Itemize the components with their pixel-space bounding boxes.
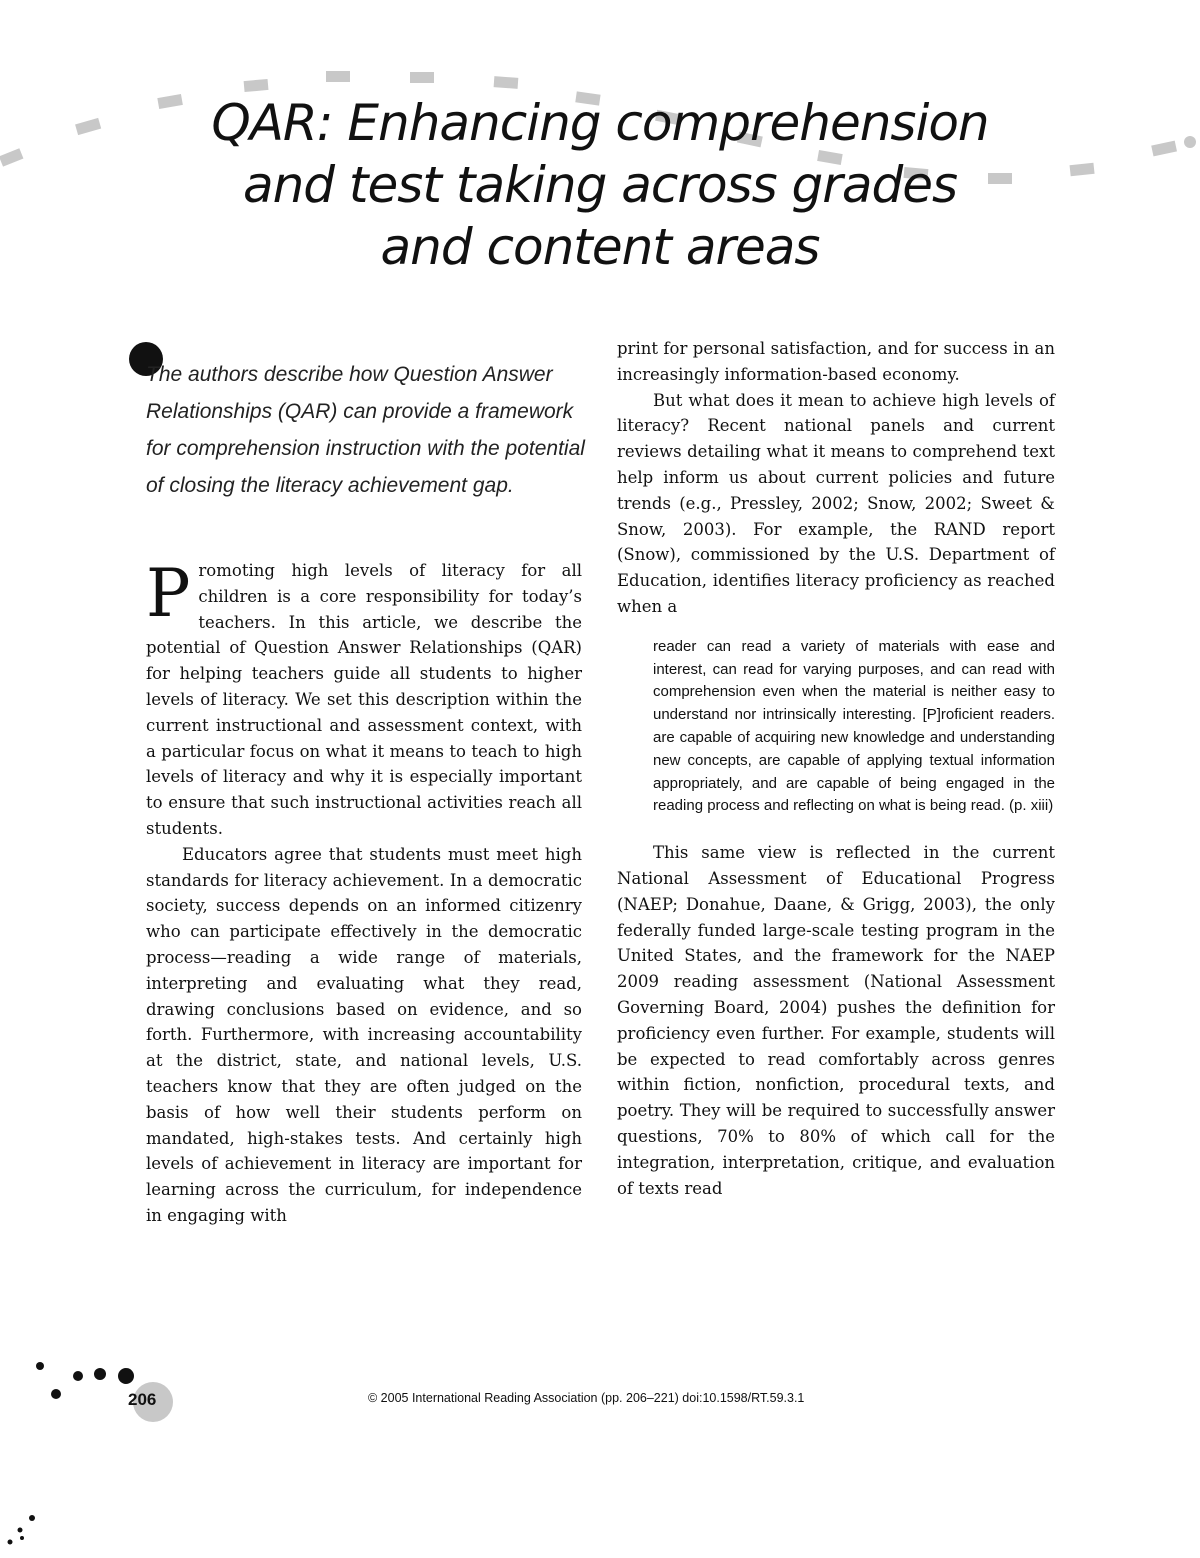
article-title	[150, 92, 1050, 278]
paragraph-educators: Educators agree that students must meet high standards for literacy achievement. In a democratic society, success depends on an informed citizenry who can participate effectively in the democratic process—reading a wide range of materials, interpreting and evaluating what they read, drawing conclusions based on evidence, and so forth. Furthermore, with increasing accountability at the district, state, and national levels, U.S. teachers know that they are often judged on the basis of how well their students perform on mandated, high-stakes tests. And certainly high levels of achievement in literacy are important for learning across the curriculum, for independence in engaging with	[146, 844, 582, 1225]
title-line-3: and content areas	[380, 218, 820, 276]
copyright-line: © 2005 International Reading Association (pp. 206–221) doi:10.1598/RT.59.3.1	[368, 1391, 805, 1405]
paragraph-intro-text: romoting high levels of literacy for all children is a core responsibility for today’s teachers. In this article, we describe the potential of Question Answer Relationships (QAR) for helping teachers guide all students to higher levels of literacy. We set this description within the current instructional and assessment context, with a particular focus on what it means to teach to high levels of literacy and why it is especially important to ensure that such instructional activities reach all students.	[146, 561, 582, 838]
title-line-1: QAR: Enhancing comprehension	[211, 94, 989, 152]
paragraph-print: print for personal satisfaction, and for success in an increasingly information-based economy.	[617, 339, 1055, 384]
paragraph-naep: This same view is reflected in the current National Assessment of Educational Progress (NAEP; Donahue, Daane, & Grigg, 2003), the only federally funded large-scale testing program in the United States, and the framework for the NAEP 2009 reading assessment (National Assessment Governing Board, 2004) pushes the definition for proficiency even further. For example, students will be expected to read comfortably across genres within fiction, nonfiction, procedural texts, and poetry. They will be required to successfully answer questions, 70% to 80% of which call for the integration, interpretation, critique, and evaluation of texts read	[617, 843, 1055, 1198]
column-right	[617, 336, 1055, 1201]
column-left	[146, 555, 582, 1229]
page-number: 206	[128, 1390, 157, 1409]
corner-decorative-dots	[0, 1508, 60, 1558]
abstract: The authors describe how Question Answer Relationships (QAR) can provide a framework for comprehension instruction with the potential of closing the literacy achievement gap.	[146, 363, 585, 497]
paragraph-intro	[146, 555, 582, 842]
title-line-2: and test taking across grades	[242, 156, 958, 214]
footer-decorative-dots	[28, 1356, 188, 1436]
paragraph-what-does-it-mean: But what does it mean to achieve high levels of literacy? Recent national panels and current reviews detailing what it means to comprehend text help inform us about current policies and future trends (e.g., Pressley, 2002; Snow, 2002; Sweet & Snow, 2003). For example, the RAND report (Snow), commissioned by the U.S. Department of Education, identifies literacy proficiency as reached when a	[617, 390, 1055, 616]
block-quote: reader can read a variety of materials with ease and interest, can read for varying purposes, and can read with comprehension even when the material is neither easy to understand nor intrinsically interesting. [P]roficient readers. are capable of acquiring new knowledge and understanding new concepts, are capable of applying textual information appropriately, and are capable of being engaged in the reading process and reflecting on what is being read. (p. xiii)	[653, 637, 1055, 815]
drop-cap: P	[146, 555, 191, 632]
